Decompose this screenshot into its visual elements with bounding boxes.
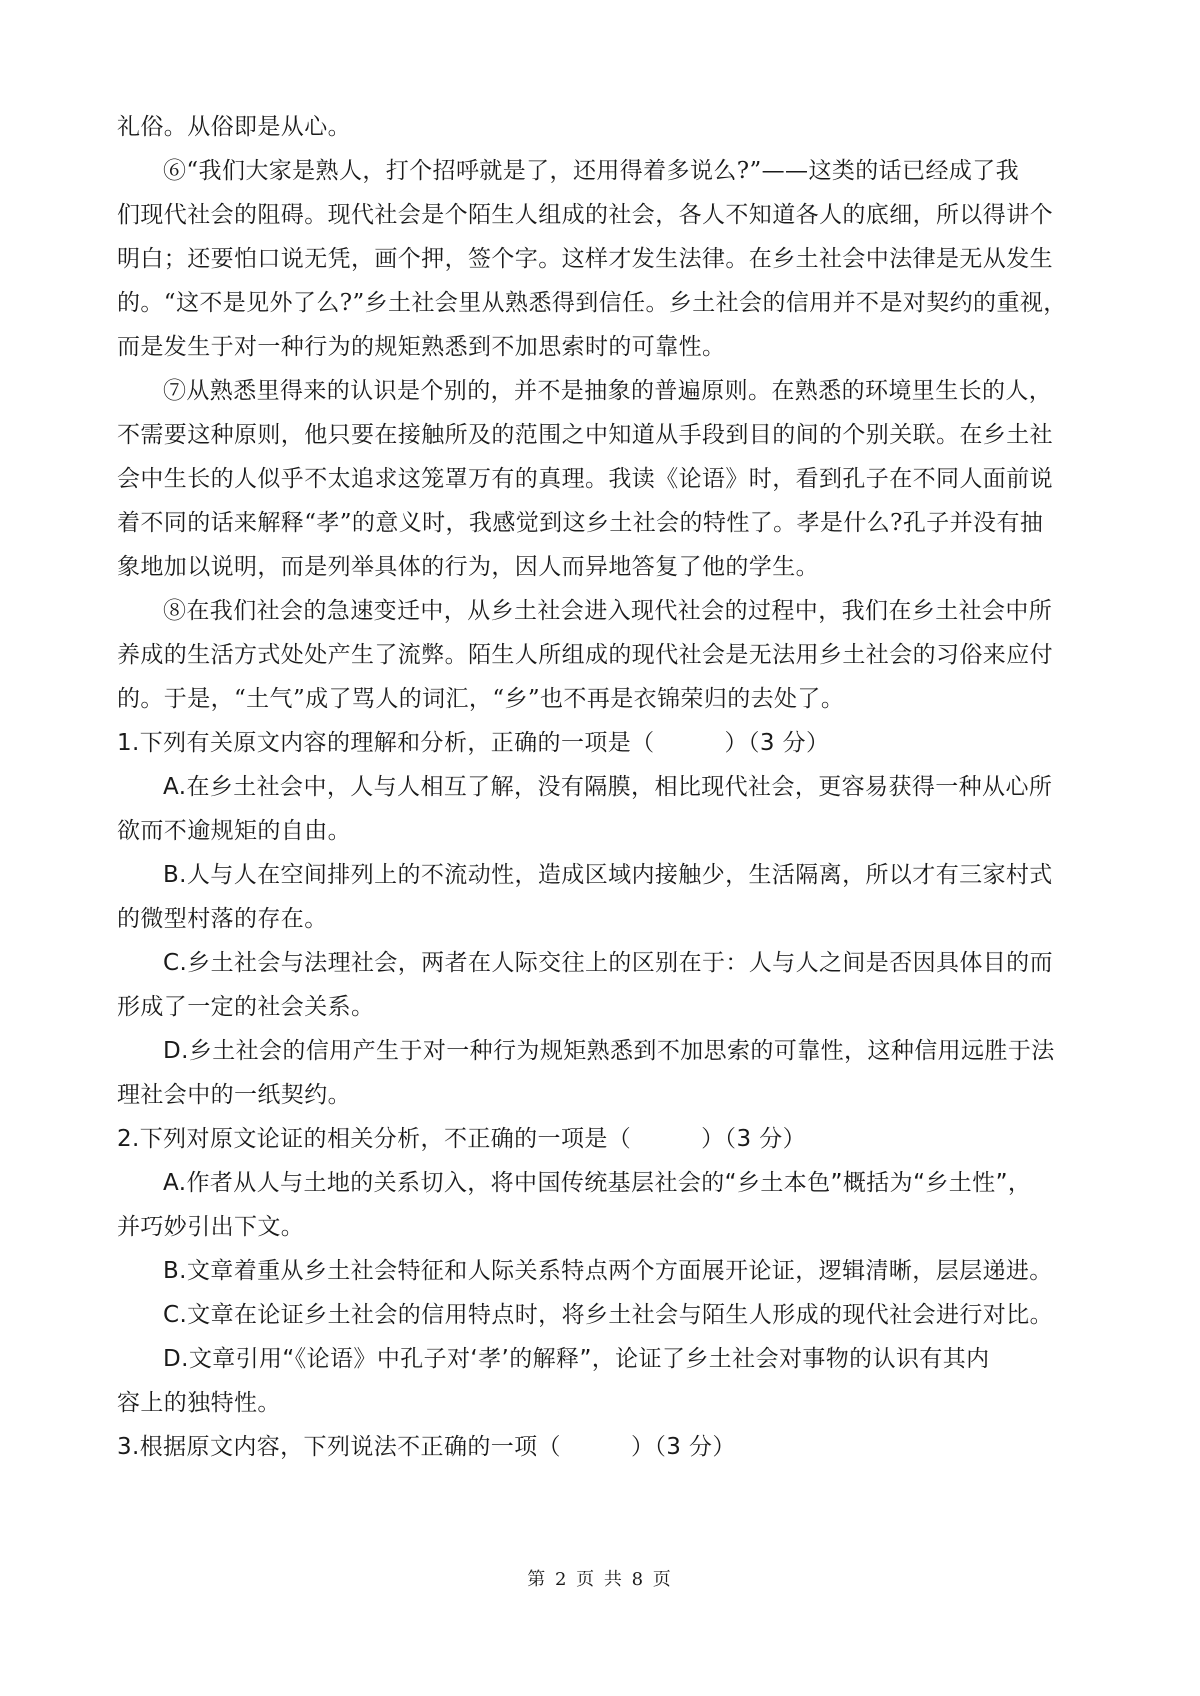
- paragraph-line: 养成的生活方式处处产生了流弊。陌生人所组成的现代社会是无法用乡土社会的习俗来应付: [117, 642, 1053, 668]
- option-line: 欲而不逾规矩的自由。: [117, 818, 351, 844]
- paragraph-line: ⑥“我们大家是熟人，打个招呼就是了，还用得着多说么?”——这类的话已经成了我: [163, 158, 1020, 184]
- option-line: D.乡土社会的信用产生于对一种行为规矩熟悉到不加思索的可靠性，这种信用远胜于法: [163, 1038, 1055, 1064]
- option-line: B.人与人在空间排列上的不流动性，造成区域内接触少，生活隔离，所以才有三家村式: [163, 862, 1053, 888]
- page-footer: 第 2 页 共 8 页: [527, 1569, 673, 1590]
- paragraph-line: 礼俗。从俗即是从心。: [117, 114, 351, 140]
- paragraph-line: ⑧在我们社会的急速变迁中，从乡土社会进入现代社会的过程中，我们在乡土社会中所: [163, 598, 1053, 624]
- paragraph-line: 象地加以说明，而是列举具体的行为，因人而异地答复了他的学生。: [117, 554, 819, 580]
- option-line: D.文章引用“《论语》中孔子对‘孝’的解释”，论证了乡土社会对事物的认识有其内: [163, 1346, 990, 1372]
- option-line: 形成了一定的社会关系。: [117, 994, 375, 1020]
- paragraph-line: ⑦从熟悉里得来的认识是个别的，并不是抽象的普遍原则。在熟悉的环境里生长的人，: [163, 378, 1053, 404]
- question-stem: [117, 721, 1083, 765]
- paragraph-line: 会中生长的人似乎不太追求这笼罩万有的真理。我读《论语》时，看到孔子在不同人面前说: [117, 466, 1053, 492]
- option-line: C.文章在论证乡土社会的信用特点时，将乡土社会与陌生人形成的现代社会进行对比。: [163, 1302, 1053, 1328]
- paragraph-line: 的。于是，“土气”成了骂人的词汇，“乡”也不再是衣锦荣归的去处了。: [117, 686, 845, 712]
- question-score: ）（3 分）: [701, 1126, 807, 1152]
- question-stem-text: 3.根据原文内容，下列说法不正确的一项（: [117, 1434, 561, 1460]
- paragraph-line: 们现代社会的阻碍。现代社会是个陌生人组成的社会，各人不知道各人的底细，所以得讲个: [117, 202, 1053, 228]
- option-line: 理社会中的一纸契约。: [117, 1082, 351, 1108]
- option-line: 并巧妙引出下文。: [117, 1214, 305, 1240]
- question-stem-text: 1.下列有关原文内容的理解和分析，正确的一项是（: [117, 730, 655, 756]
- question-score: ）（3 分）: [630, 1434, 736, 1460]
- paragraph-line: 着不同的话来解释“孝”的意义时，我感觉到这乡土社会的特性了。孝是什么?孔子并没有抽: [117, 510, 1044, 536]
- question-stem: [117, 1117, 1083, 1161]
- option-line: A.在乡土社会中，人与人相互了解，没有隔膜，相比现代社会，更容易获得一种从心所: [163, 774, 1053, 800]
- question-score: ）（3 分）: [724, 730, 830, 756]
- option-line: 容上的独特性。: [117, 1390, 281, 1416]
- option-line: B.文章着重从乡土社会特征和人际关系特点两个方面展开论证，逻辑清晰，层层递进。: [163, 1258, 1053, 1284]
- paragraph-line: 而是发生于对一种行为的规矩熟悉到不加思索时的可靠性。: [117, 334, 726, 360]
- question-stem-text: 2.下列对原文论证的相关分析，不正确的一项是（: [117, 1126, 632, 1152]
- paragraph-line: 的。“这不是见外了么?”乡土社会里从熟悉得到信任。乡土社会的信用并不是对契约的重视，: [117, 290, 1067, 316]
- question-stem: [117, 1425, 1083, 1469]
- paragraph-line: 不需要这种原则，他只要在接触所及的范围之中知道从手段到目的间的个别关联。在乡土社: [117, 422, 1053, 448]
- option-line: C.乡土社会与法理社会，两者在人际交往上的区别在于：人与人之间是否因具体目的而: [163, 950, 1053, 976]
- option-line: 的微型村落的存在。: [117, 906, 328, 932]
- paragraph-line: 明白；还要怕口说无凭，画个押，签个字。这样才发生法律。在乡土社会中法律是无从发生: [117, 246, 1053, 272]
- option-line: A.作者从人与土地的关系切入，将中国传统基层社会的“乡土本色”概括为“乡土性”，: [163, 1170, 1032, 1196]
